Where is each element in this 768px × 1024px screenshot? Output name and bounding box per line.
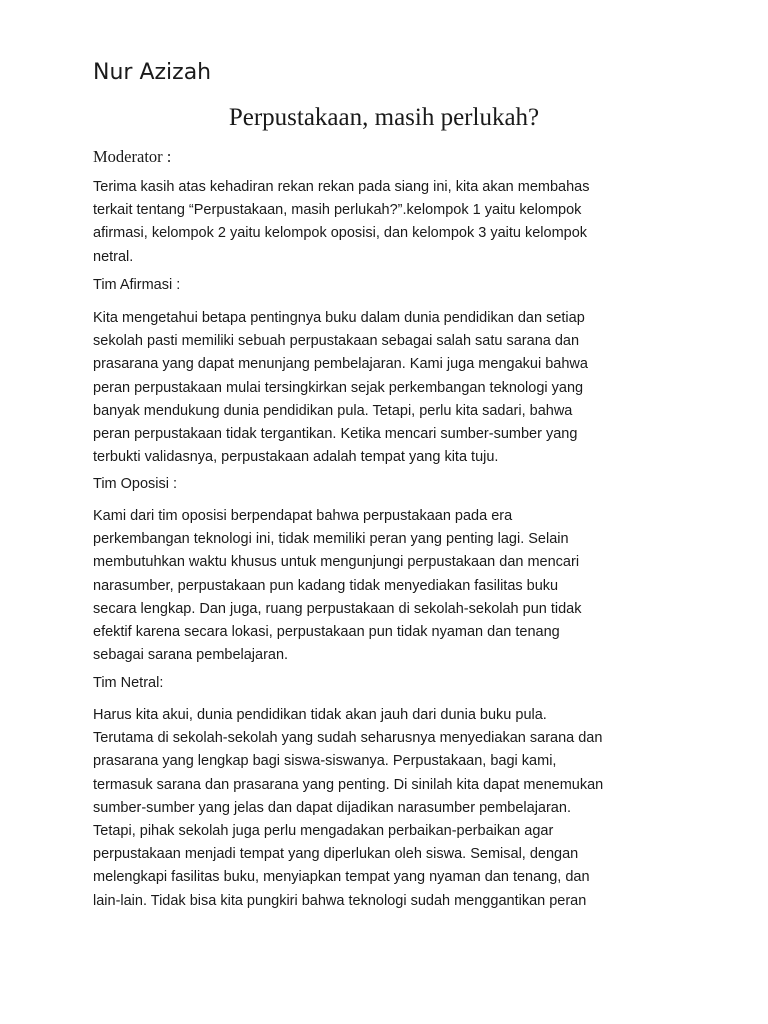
paragraph-line: netral.	[93, 248, 134, 265]
paragraph-line: perkembangan teknologi ini, tidak memiliki peran yang penting lagi. Selain	[93, 531, 569, 548]
paragraph-line: banyak mendukung dunia pendidikan pula. Tetapi, perlu kita sadari, bahwa	[93, 402, 573, 419]
paragraph-line: Kita mengetahui betapa pentingnya buku dalam dunia pendidikan dan setiap	[93, 310, 585, 326]
author-name: Nur Azizah	[93, 60, 212, 85]
paragraph-line: prasarana yang dapat menunjang pembelajaran. Kami juga mengakui bahwa	[93, 356, 588, 373]
paragraph-line: melengkapi fasilitas buku, menyiapkan tempat yang nyaman dan tenang, dan	[93, 869, 590, 886]
paragraph-line: Terutama di sekolah-sekolah yang sudah seharusnya menyediakan sarana dan	[93, 730, 603, 747]
paragraph-line: prasarana yang lengkap bagi siswa-siswanya. Perpustakaan, bagi kami,	[93, 753, 557, 770]
paragraph-line: secara lengkap. Dan juga, ruang perpustakaan di sekolah-sekolah pun tidak	[93, 600, 582, 617]
paragraph-line: narasumber, perpustakaan pun kadang tidak menyediakan fasilitas buku	[93, 577, 559, 594]
paragraph-line: peran perpustakaan mulai tersingkirkan sejak perkembangan teknologi yang	[93, 379, 584, 396]
paragraph-line: perpustakaan menjadi tempat yang diperlukan oleh siswa. Semisal, dengan	[93, 846, 579, 863]
afirmasi-label: Tim Afirmasi :	[93, 277, 181, 293]
paragraph-line: terkait tentang “Perpustakaan, masih perlukah?”.kelompok 1 yaitu kelompok	[93, 202, 582, 219]
afirmasi-paragraph	[93, 307, 693, 469]
paragraph-line: peran perpustakaan tidak tergantikan. Ketika mencari sumber-sumber yang	[93, 426, 578, 443]
netral-paragraph	[93, 704, 693, 913]
oposisi-label: Tim Oposisi :	[93, 476, 178, 492]
moderator-label: Moderator :	[93, 147, 172, 166]
paragraph-line: terbukti validasnya, perpustakaan adalah tempat yang kita tuju.	[93, 449, 499, 466]
paragraph-line: termasuk sarana dan prasarana yang penting. Di sinilah kita dapat menemukan	[93, 776, 604, 793]
netral-label: Tim Netral:	[93, 675, 164, 691]
paragraph-line: membutuhkan waktu khusus untuk mengunjungi perpustakaan dan mencari	[93, 554, 580, 571]
paragraph-line: afirmasi, kelompok 2 yaitu kelompok oposisi, dan kelompok 3 yaitu kelompok	[93, 225, 588, 242]
moderator-paragraph	[93, 176, 693, 269]
paragraph-line: sekolah pasti memiliki sebuah perpustakaan sebagai salah satu sarana dan	[93, 333, 580, 350]
document-title: Perpustakaan, masih perlukah?	[228, 104, 540, 131]
paragraph-line: Tetapi, pihak sekolah juga perlu mengadakan perbaikan-perbaikan agar	[93, 823, 554, 840]
paragraph-line: lain-lain. Tidak bisa kita pungkiri bahwa teknologi sudah menggantikan peran	[93, 892, 587, 909]
paragraph-line: sumber-sumber yang jelas dan dapat dijadikan narasumber pembelajaran.	[93, 799, 571, 816]
paragraph-line: Terima kasih atas kehadiran rekan rekan pada siang ini, kita akan membahas	[93, 179, 590, 195]
paragraph-line: sebagai sarana pembelajaran.	[93, 647, 289, 664]
oposisi-paragraph	[93, 505, 693, 667]
paragraph-line: efektif karena secara lokasi, perpustakaan pun tidak nyaman dan tenang	[93, 624, 560, 641]
paragraph-line: Kami dari tim oposisi berpendapat bahwa perpustakaan pada era	[93, 508, 513, 524]
paragraph-line: Harus kita akui, dunia pendidikan tidak akan jauh dari dunia buku pula.	[93, 707, 547, 723]
